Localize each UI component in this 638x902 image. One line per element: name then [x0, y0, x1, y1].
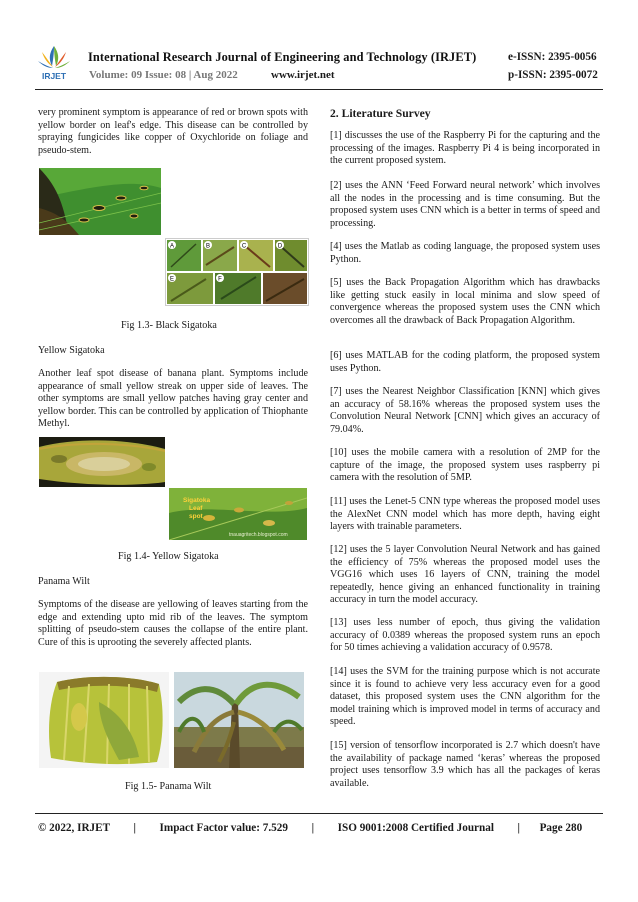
ref-1: [1] discusses the use of the Raspberry Pi for the capturing and the processing of the images. Raspberry Pi 4 is being incorporated in the current proposed system. — [330, 130, 600, 167]
ref-13: [13] uses less number of epoch, thus giving the validation accuracy of 0.0389 whereas the proposed system runs an epoch for 50 times achieving a validation accuracy of 0.9578. — [330, 617, 600, 654]
panel-label-e: E — [169, 276, 175, 283]
panel-label-b: B — [205, 243, 211, 250]
footer-separator: | — [517, 822, 520, 834]
inset-label-leaf: Leaf — [189, 505, 203, 512]
yellow-sigatoka-heading: Yellow Sigatoka — [38, 345, 105, 356]
footer-rule — [35, 813, 603, 814]
ref-4: [4] uses the Matlab as coding language, the proposed system uses Python. — [330, 241, 600, 265]
panel-label-d: D — [277, 243, 283, 250]
ref-6: [6] uses MATLAB for the coding platform, the proposed system uses Python. — [330, 350, 600, 374]
volume-issue: Volume: 09 Issue: 08 | Aug 2022 — [89, 69, 238, 81]
footer-copyright: © 2022, IRJET — [38, 822, 110, 834]
footer-iso: ISO 9001:2008 Certified Journal — [337, 822, 494, 834]
footer-impact-factor: Impact Factor value: 7.529 — [159, 822, 288, 834]
e-issn: e-ISSN: 2395-0056 — [508, 51, 597, 63]
panel-label-a: A — [169, 243, 175, 250]
website-link[interactable]: www.irjet.net — [271, 69, 335, 81]
yellow-sigatoka-leaf-image — [39, 437, 165, 487]
inset-label-spot: spot — [189, 513, 203, 520]
page-footer — [38, 822, 582, 834]
fig-1-5-caption: Fig 1.5- Panama Wilt — [125, 781, 212, 792]
panama-wilt-leaf-image — [39, 672, 169, 768]
inset-label-sigatoka: Sigatoka — [183, 497, 211, 504]
logo-text: IRJET — [41, 71, 67, 81]
irjet-logo — [36, 44, 72, 82]
section-title: 2. Literature Survey — [330, 107, 431, 120]
ref-10: [10] uses the mobile camera with a resolution of 2MP for the capture of the image, the proposed system uses raspberry pi camera with the resolution of 5MP. — [330, 447, 600, 484]
ref-2: [2] uses the ANN ‘Feed Forward neural network’ which involves all the nodes in the processing and is time consuming. But the proposed system uses CNN which is a better in terms of speed and processing. — [330, 180, 600, 229]
footer-separator: | — [311, 822, 315, 834]
header-rule — [35, 89, 603, 90]
fig-1-3-caption: Fig 1.3- Black Sigatoka — [121, 320, 217, 331]
p-issn: p-ISSN: 2395-0072 — [508, 69, 598, 81]
journal-title: International Research Journal of Engineering and Technology (IRJET) — [88, 50, 477, 64]
ref-15: [15] version of tensorflow incorporated is 2.7 which doesn't have the availability of package named ‘keras’ whereas the proposed project uses tensorflow 3.9 which has all the packages of keras available. — [330, 740, 600, 789]
yellow-sigatoka-paragraph: Another leaf spot disease of banana plant. Symptoms include appearance of small yellow streak on upper side of leaves. The other symptoms are small yellow patches having gray center and yellow border. This can be controlled by application of Thiophante Methyl. — [38, 368, 308, 430]
fig-1-4-caption: Fig 1.4- Yellow Sigatoka — [118, 551, 219, 562]
footer-page-number: Page 280 — [539, 822, 583, 834]
ref-5: [5] uses the Back Propagation Algorithm which has drawbacks like getting stuck easily in local minima and slow speed of convergence whereas the proposed system uses the CNN which overcomes all the drawback of Back Propagation Algorithm. — [330, 277, 600, 326]
footer-separator: | — [133, 822, 136, 834]
ref-12: [12] uses the 5 layer Convolution Neural Network and has gained the efficiency of 75% whereas the proposed model uses the VGG16 which uses 16 layers of CNN, training the model repeatedly, hence giving an enhanced functionality in training accuracy in turn the model accuracy. — [330, 544, 600, 606]
panama-wilt-paragraph: Symptoms of the disease are yellowing of leaves starting from the edge and extending upto mid rib of the leaves. The symptom splitting of pseudo-stem causes the collapse of the entire plant. Cure of this is uprooting the severely affected plants. — [38, 599, 308, 648]
black-sigatoka-panel-image — [165, 238, 309, 306]
image-watermark: tnauagritech.blogspot.com — [229, 532, 288, 538]
ref-11: [11] uses the Lenet-5 CNN type whereas the proposed model uses the AlexNet CNN model which has more depth, having eight layers with trainable parameters. — [330, 496, 600, 533]
panel-label-c: C — [241, 243, 247, 250]
ref-14: [14] uses the SVM for the training purpose which is not accurate since it is found to achieve very less accuracy even for a good dataset, this proposed system uses the CNN algorithm for the model training which is improved model in terms of accuracy and speed. — [330, 666, 600, 728]
panama-wilt-plant-image — [174, 672, 304, 768]
black-sigatoka-leaf-image — [39, 168, 161, 235]
panel-label-f: F — [218, 276, 222, 283]
intro-paragraph: very prominent symptom is appearance of red or brown spots with yellow border on leaf's edge. This disease can be controlled by spraying fungicides like copper of Oxychloride on foliage and pseudo-stem. — [38, 107, 308, 156]
page-header — [0, 0, 638, 100]
ref-7: [7] uses the Nearest Neighbor Classification [KNN] which gives an accuracy of 58.16% whereas the proposed system uses the Convolution Neural Network [CNN] which gives an accuracy of 79.04%. — [330, 386, 600, 435]
yellow-sigatoka-inset-image — [169, 488, 307, 540]
panama-wilt-heading: Panama Wilt — [38, 576, 90, 587]
